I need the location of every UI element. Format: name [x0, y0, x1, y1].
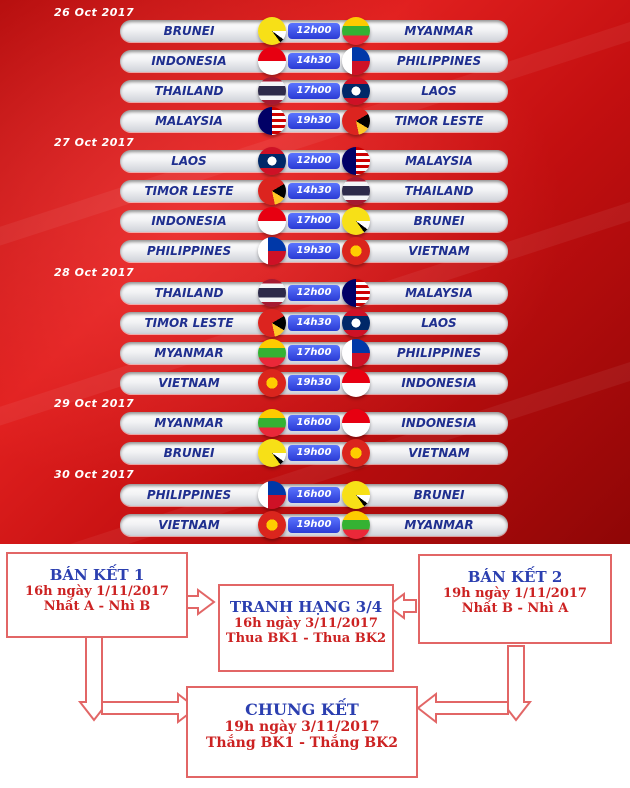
- match-row: [120, 342, 508, 364]
- away-team: MALAYSIA: [405, 154, 473, 168]
- match-time: 17h00: [288, 213, 340, 229]
- semi-final-2: [418, 554, 612, 644]
- home-team: TIMOR LESTE: [144, 316, 234, 330]
- match-time: 12h00: [288, 153, 340, 169]
- thailand-flag-icon: [258, 77, 286, 105]
- indonesia-flag-icon: [258, 207, 286, 235]
- semi-final-1-title: BÁN KẾT 1: [49, 566, 145, 584]
- match-row: [120, 210, 508, 232]
- home-team: MYANMAR: [154, 416, 224, 430]
- home-team: PHILIPPINES: [146, 488, 232, 502]
- vietnam-flag-icon: [342, 237, 370, 265]
- match-time: 12h00: [288, 23, 340, 39]
- match-row: [120, 20, 508, 42]
- malaysia-flag-icon: [258, 107, 286, 135]
- match-time: 17h00: [288, 83, 340, 99]
- away-team: VIETNAM: [408, 446, 470, 460]
- match-time: 14h30: [288, 53, 340, 69]
- home-team: MYANMAR: [154, 346, 224, 360]
- vietnam-flag-icon: [258, 511, 286, 539]
- thailand-flag-icon: [342, 177, 370, 205]
- third-place-title: TRANH HẠNG 3/4: [229, 598, 383, 616]
- match-row: [120, 484, 508, 506]
- timor-leste-flag-icon: [342, 107, 370, 135]
- match-time: 16h00: [288, 487, 340, 503]
- timor-leste-flag-icon: [258, 309, 286, 337]
- match-date: 27 Oct 2017: [54, 136, 135, 149]
- away-team: TIMOR LESTE: [394, 114, 484, 128]
- indonesia-flag-icon: [342, 409, 370, 437]
- brunei-flag-icon: [342, 207, 370, 235]
- laos-flag-icon: [258, 147, 286, 175]
- home-team: VIETNAM: [158, 518, 220, 532]
- away-team: THAILAND: [404, 184, 474, 198]
- third-place-match: [218, 584, 394, 672]
- third-place-time: 16h ngày 3/11/2017: [234, 616, 378, 631]
- away-team: INDONESIA: [401, 416, 477, 430]
- match-time: 19h00: [288, 517, 340, 533]
- match-row: [120, 312, 508, 334]
- match-row: [120, 80, 508, 102]
- laos-flag-icon: [342, 77, 370, 105]
- match-time: 17h00: [288, 345, 340, 361]
- match-row: [120, 412, 508, 434]
- knockout-bracket: [0, 544, 630, 788]
- thailand-flag-icon: [258, 279, 286, 307]
- myanmar-flag-icon: [342, 511, 370, 539]
- home-team: BRUNEI: [163, 446, 215, 460]
- semi-final-2-title: BÁN KẾT 2: [467, 568, 563, 586]
- laos-flag-icon: [342, 309, 370, 337]
- away-team: BRUNEI: [413, 488, 465, 502]
- match-row: [120, 442, 508, 464]
- final-title: CHUNG KẾT: [245, 700, 359, 719]
- match-date: 28 Oct 2017: [54, 266, 135, 279]
- final-time: 19h ngày 3/11/2017: [224, 719, 380, 735]
- semi-final-1-teams: Nhất A - Nhì B: [43, 599, 151, 614]
- match-time: 16h00: [288, 415, 340, 431]
- match-time: 19h30: [288, 243, 340, 259]
- brunei-flag-icon: [258, 17, 286, 45]
- match-date: 26 Oct 2017: [54, 6, 135, 19]
- match-time: 12h00: [288, 285, 340, 301]
- away-team: BRUNEI: [413, 214, 465, 228]
- match-time: 14h30: [288, 183, 340, 199]
- away-team: MALAYSIA: [405, 286, 473, 300]
- final-match: [186, 686, 418, 778]
- away-team: MYANMAR: [404, 24, 474, 38]
- semi-final-1: [6, 552, 188, 638]
- home-team: THAILAND: [154, 286, 224, 300]
- home-team: MALAYSIA: [155, 114, 223, 128]
- philippines-flag-icon: [258, 237, 286, 265]
- philippines-flag-icon: [342, 339, 370, 367]
- vietnam-flag-icon: [258, 369, 286, 397]
- away-team: LAOS: [421, 84, 457, 98]
- home-team: LAOS: [171, 154, 207, 168]
- home-team: PHILIPPINES: [146, 244, 232, 258]
- myanmar-flag-icon: [258, 409, 286, 437]
- match-row: [120, 514, 508, 536]
- match-row: [120, 150, 508, 172]
- away-team: PHILIPPINES: [396, 346, 482, 360]
- semi-final-2-time: 19h ngày 1/11/2017: [443, 586, 587, 601]
- away-team: PHILIPPINES: [396, 54, 482, 68]
- brunei-flag-icon: [258, 439, 286, 467]
- match-row: [120, 372, 508, 394]
- home-team: THAILAND: [154, 84, 224, 98]
- match-date: 29 Oct 2017: [54, 397, 135, 410]
- home-team: INDONESIA: [151, 54, 227, 68]
- away-team: VIETNAM: [408, 244, 470, 258]
- away-team: MYANMAR: [404, 518, 474, 532]
- match-row: [120, 110, 508, 132]
- semi-final-2-teams: Nhất B - Nhì A: [461, 601, 569, 616]
- home-team: TIMOR LESTE: [144, 184, 234, 198]
- match-time: 14h30: [288, 315, 340, 331]
- match-time: 19h00: [288, 445, 340, 461]
- match-row: [120, 50, 508, 72]
- home-team: INDONESIA: [151, 214, 227, 228]
- malaysia-flag-icon: [342, 147, 370, 175]
- match-row: [120, 180, 508, 202]
- timor-leste-flag-icon: [258, 177, 286, 205]
- myanmar-flag-icon: [258, 339, 286, 367]
- arrow-left-final: [418, 694, 508, 722]
- home-team: VIETNAM: [158, 376, 220, 390]
- third-place-teams: Thua BK1 - Thua BK2: [225, 631, 387, 646]
- match-time: 19h30: [288, 375, 340, 391]
- indonesia-flag-icon: [342, 369, 370, 397]
- match-row: [120, 240, 508, 262]
- match-date: 30 Oct 2017: [54, 468, 135, 481]
- indonesia-flag-icon: [258, 47, 286, 75]
- brunei-flag-icon: [342, 481, 370, 509]
- home-team: BRUNEI: [163, 24, 215, 38]
- arrow-right-third: [186, 590, 214, 614]
- malaysia-flag-icon: [342, 279, 370, 307]
- final-teams: Thắng BK1 - Thắng BK2: [205, 735, 399, 751]
- vietnam-flag-icon: [342, 439, 370, 467]
- philippines-flag-icon: [342, 47, 370, 75]
- match-time: 19h30: [288, 113, 340, 129]
- semi-final-1-time: 16h ngày 1/11/2017: [25, 584, 169, 599]
- myanmar-flag-icon: [342, 17, 370, 45]
- away-team: INDONESIA: [401, 376, 477, 390]
- away-team: LAOS: [421, 316, 457, 330]
- arrow-right-final: [102, 694, 196, 722]
- match-row: [120, 282, 508, 304]
- philippines-flag-icon: [258, 481, 286, 509]
